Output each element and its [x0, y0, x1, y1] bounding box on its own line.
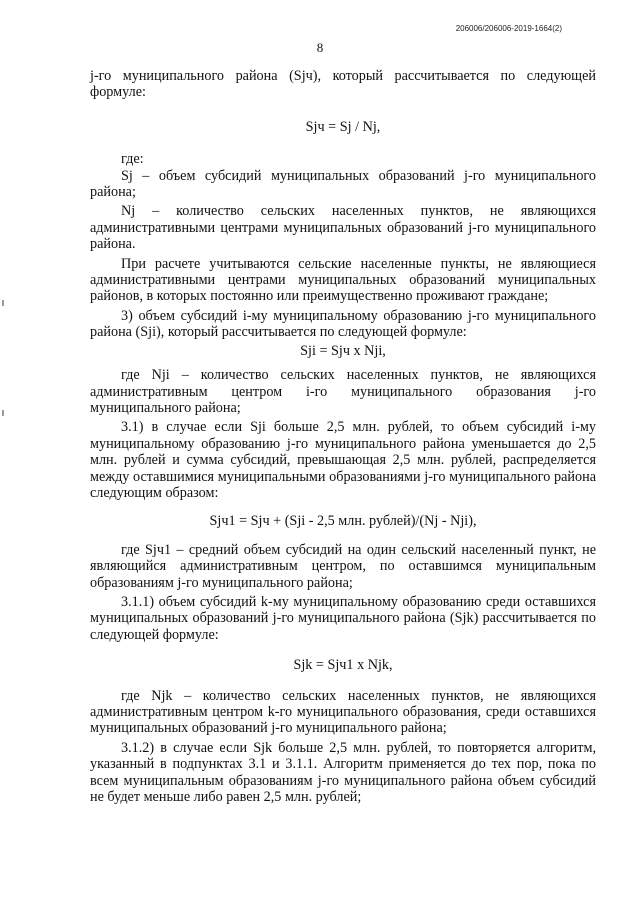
paragraph-nji-definition: где Nji – количество сельских населенных пунктов, не являющихся административным центром i-го муниципального образования j-го муниципального района; [90, 367, 596, 416]
formula-sjch1: Sjч1 = Sjч + (Sji - 2,5 млн. рублей)/(Nj - Nji), [209, 513, 477, 530]
paragraph-sj-definition: Sj – объем субсидий муниципальных образований j-го муниципального района; [90, 167, 596, 201]
paragraph-item-3-1-1: 3.1.1) объем субсидий k-му муниципальному образованию среди оставшихся муниципальных образований j-го муниципального района (Sjk) рассчитывается по следующей формуле: [90, 593, 596, 643]
paragraph-item-3: 3) объем субсидий i-му муниципальному образованию j-го муниципального района (Sji), который рассчитывается по следующей формуле: [90, 307, 596, 341]
document-body [90, 68, 596, 805]
paragraph-sjch1-definition: где Sjч1 – средний объем субсидий на один сельский населенный пункт, не являющийся административным центром, по оставшимся муниципальным образованиям j-го муниципального района; [90, 541, 596, 591]
paragraph-consideration: При расчете учитываются сельские населенные пункты, не являющиеся административными центрами муниципальных образований муниципальных районов, в которых постоянно или преимущественно проживают граждане; [90, 255, 596, 305]
paragraph-njk-definition: где Njk – количество сельских населенных пунктов, не являющихся административным центром k-го муниципального образования, среди оставшихся муниципальных образований j-го муниципального района; [90, 687, 596, 737]
paragraph-item-3-1-2: 3.1.2) в случае если Sjk больше 2,5 млн. рублей, то повторяется алгоритм, указанный в подпунктах 3.1 и 3.1.1. Алгоритм применяется до тех пор, пока по всем муниципальным образованиям j-го муниципального района объем субсидий не будет меньше либо равен 2,5 млн. рублей; [90, 739, 596, 806]
formula-sjch: Sjч = Sj / Nj, [305, 118, 381, 135]
margin-mark [2, 300, 4, 306]
margin-mark [2, 410, 4, 416]
formula-sji: Sji = Sjч x Nji, [300, 342, 386, 359]
paragraph-intro: j-го муниципального района (Sjч), который рассчитывается по следующей формуле: [90, 68, 596, 101]
paragraph-item-3-1: 3.1) в случае если Sji больше 2,5 млн. рублей, то объем субсидий i-му муниципальному образованию j-го муниципального района уменьшается до 2,5 млн. рублей и сумма субсидий, превышающая 2,5 млн. рублей, распределяется между оставшимися муниципальными образованиями j-го муниципального района следующим образом: [90, 419, 596, 501]
page-number: 8 [316, 40, 324, 55]
formula-sjk: Sjk = Sjч1 x Njk, [293, 657, 393, 674]
paragraph-nj-definition: Nj – количество сельских населенных пунктов, не являющихся административными центрами муниципальных образований j-го муниципального района. [90, 203, 596, 253]
paragraph-where: где: [121, 151, 144, 168]
document-id: 206006/206006-2019-1664(2) [455, 24, 562, 33]
